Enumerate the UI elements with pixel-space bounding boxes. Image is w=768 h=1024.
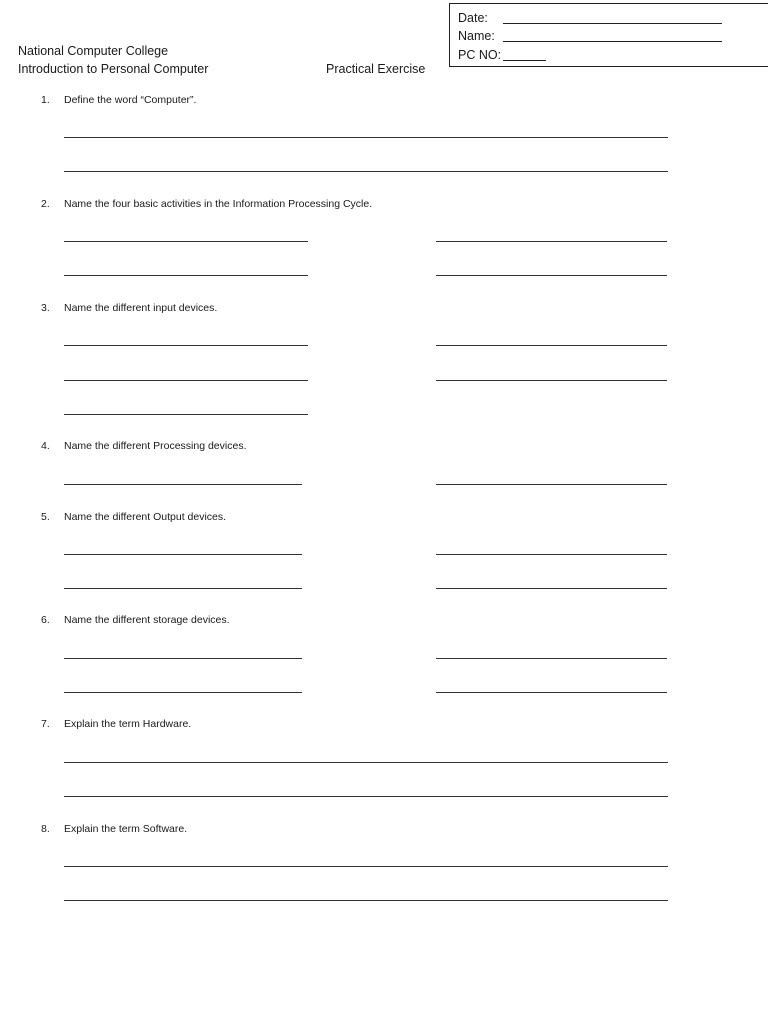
answer-line[interactable] <box>64 171 668 172</box>
answer-line[interactable] <box>64 275 308 276</box>
exercise-title: Practical Exercise <box>326 62 426 76</box>
answer-line[interactable] <box>64 137 668 138</box>
answer-line[interactable] <box>64 658 302 659</box>
date-field[interactable] <box>503 23 722 24</box>
question-text: Define the word “Computer”. <box>64 94 197 106</box>
answer-line[interactable] <box>64 866 668 867</box>
question-text: Name the different storage devices. <box>64 614 230 626</box>
answer-line[interactable] <box>64 692 302 693</box>
course-title: Introduction to Personal Computer <box>18 62 209 76</box>
question-text: Explain the term Software. <box>64 823 188 835</box>
answer-line[interactable] <box>64 414 308 415</box>
answer-line[interactable] <box>436 380 667 381</box>
answer-line[interactable] <box>64 484 302 485</box>
answer-line[interactable] <box>64 762 668 763</box>
answer-line[interactable] <box>436 588 667 589</box>
answer-line[interactable] <box>64 241 308 242</box>
answer-line[interactable] <box>436 275 667 276</box>
name-field[interactable] <box>503 41 722 42</box>
name-label: Name: <box>458 29 495 43</box>
question-number: 5. <box>41 511 50 523</box>
answer-line[interactable] <box>436 692 667 693</box>
answer-line[interactable] <box>436 554 667 555</box>
answer-line[interactable] <box>64 380 308 381</box>
question-text: Explain the term Hardware. <box>64 718 192 730</box>
college-name: National Computer College <box>18 44 169 58</box>
answer-line[interactable] <box>436 658 667 659</box>
answer-line[interactable] <box>436 345 667 346</box>
answer-line[interactable] <box>436 241 667 242</box>
pc-number-field[interactable] <box>503 60 546 61</box>
question-number: 4. <box>41 440 50 452</box>
answer-line[interactable] <box>64 554 302 555</box>
answer-line[interactable] <box>436 484 667 485</box>
question-number: 8. <box>41 823 50 835</box>
question-number: 3. <box>41 302 50 314</box>
question-number: 6. <box>41 614 50 626</box>
question-number: 1. <box>41 94 50 106</box>
date-label: Date: <box>458 11 488 25</box>
question-number: 7. <box>41 718 50 730</box>
question-text: Name the four basic activities in the Information Processing Cycle. <box>64 198 373 210</box>
answer-line[interactable] <box>64 796 668 797</box>
question-number: 2. <box>41 198 50 210</box>
question-text: Name the different Processing devices. <box>64 440 247 452</box>
question-text: Name the different Output devices. <box>64 511 227 523</box>
answer-line[interactable] <box>64 345 308 346</box>
student-info-box <box>449 3 768 67</box>
answer-line[interactable] <box>64 900 668 901</box>
pc-number-label: PC NO: <box>458 48 502 62</box>
answer-line[interactable] <box>64 588 302 589</box>
question-text: Name the different input devices. <box>64 302 218 314</box>
